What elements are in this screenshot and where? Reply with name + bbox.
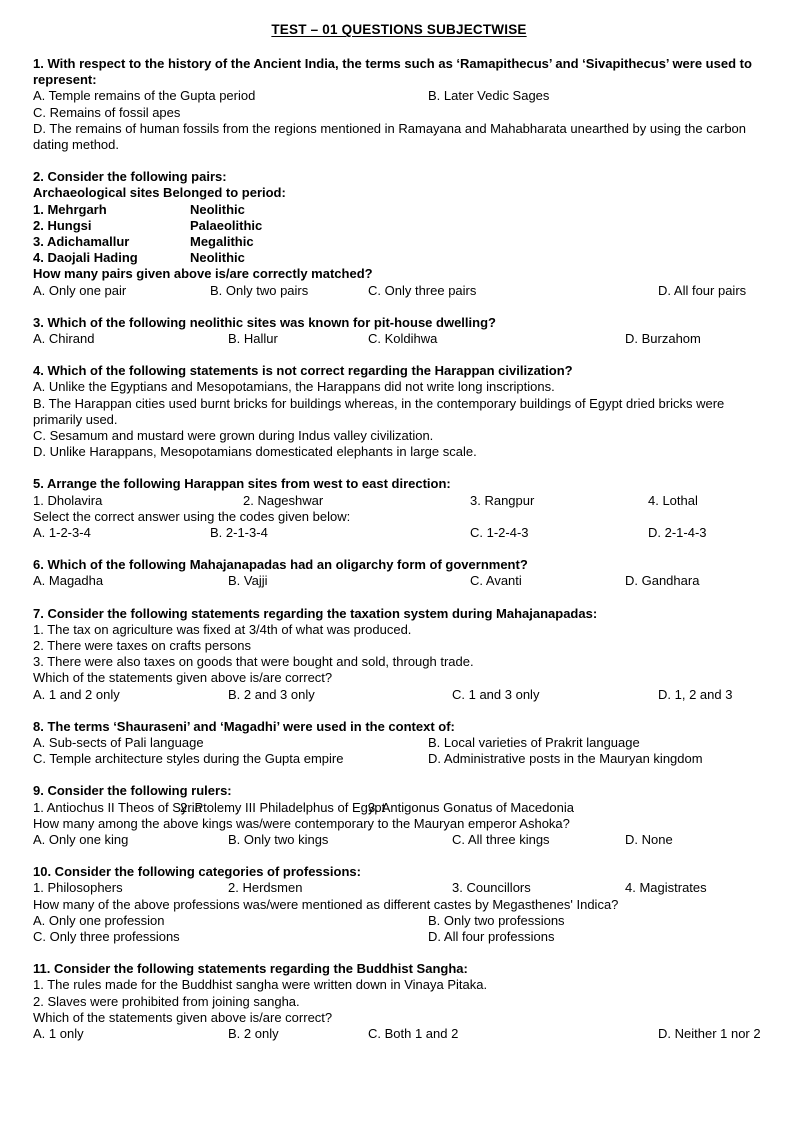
question-5-option-a[interactable]: A. 1-2-3-4 [33, 525, 91, 541]
question-7-option-c[interactable]: C. 1 and 3 only [452, 686, 540, 702]
question-10-item-1: 1. Philosophers [33, 880, 123, 896]
question-10-item-2: 2. Herdsmen [228, 880, 303, 896]
question-7-statement-2: 2. There were taxes on crafts persons [33, 638, 251, 653]
question-5-item-4: 4. Lothal [648, 492, 698, 508]
question-7-stem: 7. Consider the following statements regarding the taxation system during Mahajanapadas: [33, 605, 598, 621]
question-10-stem: 10. Consider the following categories of professions: [33, 864, 361, 880]
question-5-item-2: 2. Nageshwar [243, 492, 324, 508]
question-3-option-a[interactable]: A. Chirand [33, 331, 95, 347]
question-8-option-c[interactable]: C. Temple architecture styles during the Gupta empire [33, 751, 344, 767]
question-2-pair-row [33, 218, 765, 234]
question-11-ask: Which of the statements given above is/are correct? [33, 1009, 333, 1025]
question-6-option-c[interactable]: C. Avanti [470, 573, 522, 589]
question-4 [33, 363, 765, 460]
question-2-pairs-header: Archaeological sites Belonged to period: [33, 185, 286, 201]
question-4-option-b[interactable]: B. The Harappan cities used burnt bricks for buildings whereas, in the contemporary buildings of Egypt dried bricks were primarily used. [33, 395, 725, 427]
question-2 [33, 169, 765, 299]
question-1-option-c[interactable]: C. Remains of fossil apes [33, 104, 181, 120]
question-7-statement-3: 3. There were also taxes on goods that were bought and sold, through trade. [33, 654, 474, 670]
pair-site: 3. Adichamallur [33, 234, 130, 250]
question-5-stem: 5. Arrange the following Harappan sites from west to east direction: [33, 476, 451, 492]
question-3-options [33, 331, 765, 347]
question-6-option-d[interactable]: D. Gandhara [625, 573, 700, 589]
question-5-option-c[interactable]: C. 1-2-4-3 [470, 525, 529, 541]
question-2-options [33, 283, 765, 299]
question-9-item-2: 2. Ptolemy III Philadelphus of Egypt [180, 799, 386, 815]
question-4-option-c[interactable]: C. Sesamum and mustard were grown during Indus valley civilization. [33, 428, 434, 444]
question-9-item-3: 3. Antigonus Gonatus of Macedonia [368, 799, 574, 815]
question-10-items [33, 880, 765, 896]
question-8-options [33, 735, 765, 767]
question-7-ask: Which of the statements given above is/are correct? [33, 670, 333, 686]
question-7-options [33, 687, 765, 703]
question-2-pair-row [33, 202, 765, 218]
question-5-option-d[interactable]: D. 2-1-4-3 [648, 525, 707, 541]
question-11-option-a[interactable]: A. 1 only [33, 1025, 84, 1041]
question-10-option-b[interactable]: B. Only two professions [428, 912, 565, 928]
question-11-statement-1: 1. The rules made for the Buddhist sangha were written down in Vinaya Pitaka. [33, 977, 488, 993]
question-4-option-a[interactable]: A. Unlike the Egyptians and Mesopotamians, the Harappans did not write long inscriptions. [33, 379, 555, 395]
question-8-option-d[interactable]: D. Administrative posts in the Mauryan kingdom [428, 751, 703, 767]
pair-site: 1. Mehrgarh [33, 201, 107, 217]
question-6 [33, 557, 765, 589]
question-1-options [33, 88, 765, 153]
question-5-options [33, 525, 765, 541]
question-5 [33, 476, 765, 541]
question-2-ask: How many pairs given above is/are correctly matched? [33, 266, 373, 282]
question-9-options [33, 832, 765, 848]
pair-period: Megalithic [190, 234, 254, 250]
question-2-option-a[interactable]: A. Only one pair [33, 282, 127, 298]
question-2-option-b[interactable]: B. Only two pairs [210, 282, 309, 298]
question-1-stem: 1. With respect to the history of the Ancient India, the terms such as ‘Ramapithecus’ and ‘Sivapithecus’ were used to represent: [33, 56, 752, 88]
question-7-option-d[interactable]: D. 1, 2 and 3 [658, 686, 733, 702]
question-9-option-a[interactable]: A. Only one king [33, 831, 129, 847]
pair-site: 4. Daojali Hading [33, 250, 138, 266]
question-3 [33, 315, 765, 347]
question-8 [33, 719, 765, 768]
question-9-stem: 9. Consider the following rulers: [33, 783, 232, 799]
question-8-stem: 8. The terms ‘Shauraseni’ and ‘Magadhi’ were used in the context of: [33, 718, 455, 734]
question-11-option-d[interactable]: D. Neither 1 nor 2 [658, 1025, 761, 1041]
question-11-statement-2: 2. Slaves were prohibited from joining sangha. [33, 993, 300, 1009]
question-4-option-d[interactable]: D. Unlike Harappans, Mesopotamians domesticated elephants in large scale. [33, 444, 477, 460]
question-10-item-3: 3. Councillors [452, 880, 531, 896]
question-10-option-c[interactable]: C. Only three professions [33, 928, 180, 944]
question-6-options [33, 573, 765, 589]
question-7-option-b[interactable]: B. 2 and 3 only [228, 686, 315, 702]
question-3-option-b[interactable]: B. Hallur [228, 331, 278, 347]
question-9-ask: How many among the above kings was/were contemporary to the Mauryan emperor Ashoka? [33, 815, 570, 831]
question-10-options [33, 913, 765, 945]
question-1-option-b[interactable]: B. Later Vedic Sages [428, 88, 550, 104]
question-9-items [33, 800, 765, 816]
question-2-pair-row [33, 250, 765, 266]
pair-period: Palaeolithic [190, 217, 263, 233]
pair-period: Neolithic [190, 201, 245, 217]
question-5-item-1: 1. Dholavira [33, 492, 103, 508]
question-6-option-a[interactable]: A. Magadha [33, 573, 104, 589]
question-2-option-d[interactable]: D. All four pairs [658, 282, 747, 298]
question-6-stem: 6. Which of the following Mahajanapadas had an oligarchy form of government? [33, 557, 528, 573]
question-8-option-a[interactable]: A. Sub-sects of Pali language [33, 735, 204, 750]
question-11 [33, 961, 765, 1042]
question-1-option-d[interactable]: D. The remains of human fossils from the regions mentioned in Ramayana and Mahabharata unearthed by using the carbon dating method. [33, 120, 747, 152]
question-7-option-a[interactable]: A. 1 and 2 only [33, 686, 120, 702]
question-10-option-a[interactable]: A. Only one profession [33, 912, 165, 928]
question-9-option-c[interactable]: C. All three kings [452, 831, 550, 847]
question-5-item-3: 3. Rangpur [470, 492, 535, 508]
question-5-option-b[interactable]: B. 2-1-3-4 [210, 525, 268, 541]
question-11-options [33, 1026, 765, 1042]
page-title-text: TEST – 01 QUESTIONS SUBJECTWISE [271, 22, 527, 37]
question-9-item-1: 1. Antiochus II Theos of Syria [33, 799, 202, 815]
question-4-options [33, 379, 765, 460]
question-8-option-b[interactable]: B. Local varieties of Prakrit language [428, 735, 640, 750]
question-2-pair-row [33, 234, 765, 250]
question-7 [33, 606, 765, 703]
question-1 [33, 56, 765, 153]
question-3-option-c[interactable]: C. Koldihwa [368, 331, 438, 347]
question-5-ask: Select the correct answer using the codes given below: [33, 508, 351, 524]
question-11-option-b[interactable]: B. 2 only [228, 1025, 279, 1041]
question-7-statement-1: 1. The tax on agriculture was fixed at 3/4th of what was produced. [33, 621, 412, 637]
question-4-stem: 4. Which of the following statements is not correct regarding the Harappan civilization? [33, 363, 573, 379]
question-9 [33, 783, 765, 848]
page-title [33, 22, 765, 38]
pair-site: 2. Hungsi [33, 217, 92, 233]
question-2-stem: 2. Consider the following pairs: [33, 169, 227, 185]
question-11-option-c[interactable]: C. Both 1 and 2 [368, 1025, 459, 1041]
question-6-option-b[interactable]: B. Vajji [228, 573, 268, 589]
question-5-items [33, 493, 765, 509]
question-3-stem: 3. Which of the following neolithic sites was known for pit-house dwelling? [33, 314, 496, 330]
question-3-option-d[interactable]: D. Burzahom [625, 331, 701, 347]
pair-period: Neolithic [190, 250, 245, 266]
question-9-option-b[interactable]: B. Only two kings [228, 831, 329, 847]
question-10-ask: How many of the above professions was/were mentioned as different castes by Megasthenes' Indica? [33, 896, 619, 912]
question-11-stem: 11. Consider the following statements regarding the Buddhist Sangha: [33, 961, 468, 977]
question-10-option-d[interactable]: D. All four professions [428, 928, 555, 944]
question-10-item-4: 4. Magistrates [625, 880, 707, 896]
question-2-option-c[interactable]: C. Only three pairs [368, 282, 477, 298]
question-10 [33, 864, 765, 945]
question-9-option-d[interactable]: D. None [625, 831, 673, 847]
question-1-option-a[interactable]: A. Temple remains of the Gupta period [33, 88, 256, 104]
